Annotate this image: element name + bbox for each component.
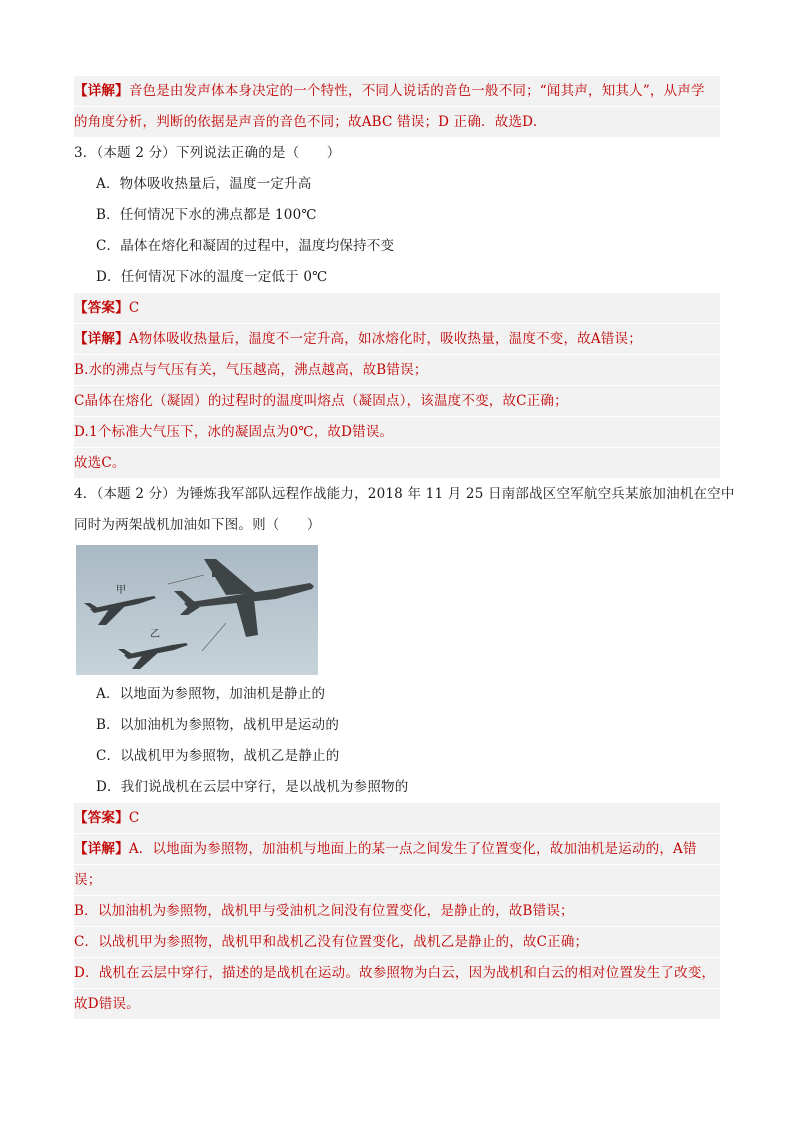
q3-detail-line-4: D.1个标准大气压下，冰的凝固点为0℃，故D错误。 (74, 417, 720, 448)
q4-stem-line-2: 同时为两架战机加油如下图。则（ ） (74, 517, 321, 533)
q3-option-a: A．物体吸收热量后，温度一定升高 (96, 176, 312, 192)
prev-detail-block (74, 76, 720, 138)
q4-stem-line-1: 4．（本题 2 分）为锤炼我军部队远程作战能力，2018 年 11 月 25 日南部战区空军航空兵某旅加油机在空中 (74, 486, 735, 502)
q4-detail-line-3: B．以加油机为参照物，战机甲与受油机之间没有位置变化，是静止的，故B错误； (74, 896, 720, 927)
q3-detail-line-3: C晶体在熔化（凝固）的过程时的温度叫熔点（凝固点），该温度不变，故C正确； (74, 386, 720, 417)
q3-answer: 【答案】C (74, 293, 720, 324)
detail-tag: 【详解】 (74, 83, 129, 99)
q4-detail-line-4: C．以战机甲为参照物，战机甲和战机乙没有位置变化，战机乙是静止的，故C正确； (74, 927, 720, 958)
label-yi: 乙 (150, 629, 160, 640)
answer-tag: 【答案】 (74, 300, 129, 316)
q4-option-b: B．以加油机为参照物，战机甲是运动的 (96, 717, 340, 733)
q3-detail-line-1: 【详解】A物体吸收热量后，温度不一定升高，如冰熔化时，吸收热量，温度不变，故A错误； (74, 324, 720, 355)
q4-detail-line-5: D．战机在云层中穿行，描述的是战机在运动。故参照物为白云，因为战机和白云的相对位置发生了改变， (74, 958, 720, 989)
prev-detail-line-2: 的角度分析，判断的依据是声音的音色不同；故ABC 错误；D 正确．故选D. (74, 107, 720, 138)
q4-option-d: D．我们说战机在云层中穿行，是以战机为参照物的 (96, 779, 409, 795)
q3-option-c: C．晶体在熔化和凝固的过程中，温度均保持不变 (96, 238, 395, 254)
q4-option-a: A．以地面为参照物，加油机是静止的 (96, 686, 326, 702)
q4-option-c: C．以战机甲为参照物，战机乙是静止的 (96, 748, 340, 764)
answer-tag: 【答案】 (74, 810, 129, 826)
q4-answer: 【答案】C (74, 803, 720, 834)
refueling-figure (76, 545, 318, 675)
q3-stem: 3．（本题 2 分）下列说法正确的是（ ） (74, 145, 341, 161)
q3-detail-line-2: B.水的沸点与气压有关，气压越高，沸点越高，故B错误； (74, 355, 720, 386)
q4-answer-block (74, 803, 720, 1020)
document-page (74, 76, 735, 1020)
detail-tag: 【详解】 (74, 331, 129, 347)
detail-tag: 【详解】 (74, 841, 129, 857)
q4-detail-line-2: 误； (74, 865, 720, 896)
q3-answer-block (74, 293, 720, 479)
q4-detail-line-1: 【详解】A．以地面为参照物，加油机与地面上的某一点之间发生了位置变化，故加油机是运动的，A错 (74, 834, 720, 865)
label-jia: 甲 (116, 585, 126, 596)
q4-detail-line-6: 故D错误。 (74, 989, 720, 1020)
q3-option-d: D．任何情况下冰的温度一定低于 0℃ (96, 269, 328, 285)
q3-option-b: B．任何情况下水的沸点都是 100℃ (96, 207, 317, 223)
prev-detail-line-1: 【详解】音色是由发声体本身决定的一个特性，不同人说话的音色一般不同；“闻其声，知其人”，从声学 (74, 76, 720, 107)
q3-detail-line-5: 故选C。 (74, 448, 720, 479)
aircraft-refueling-image (76, 545, 318, 675)
